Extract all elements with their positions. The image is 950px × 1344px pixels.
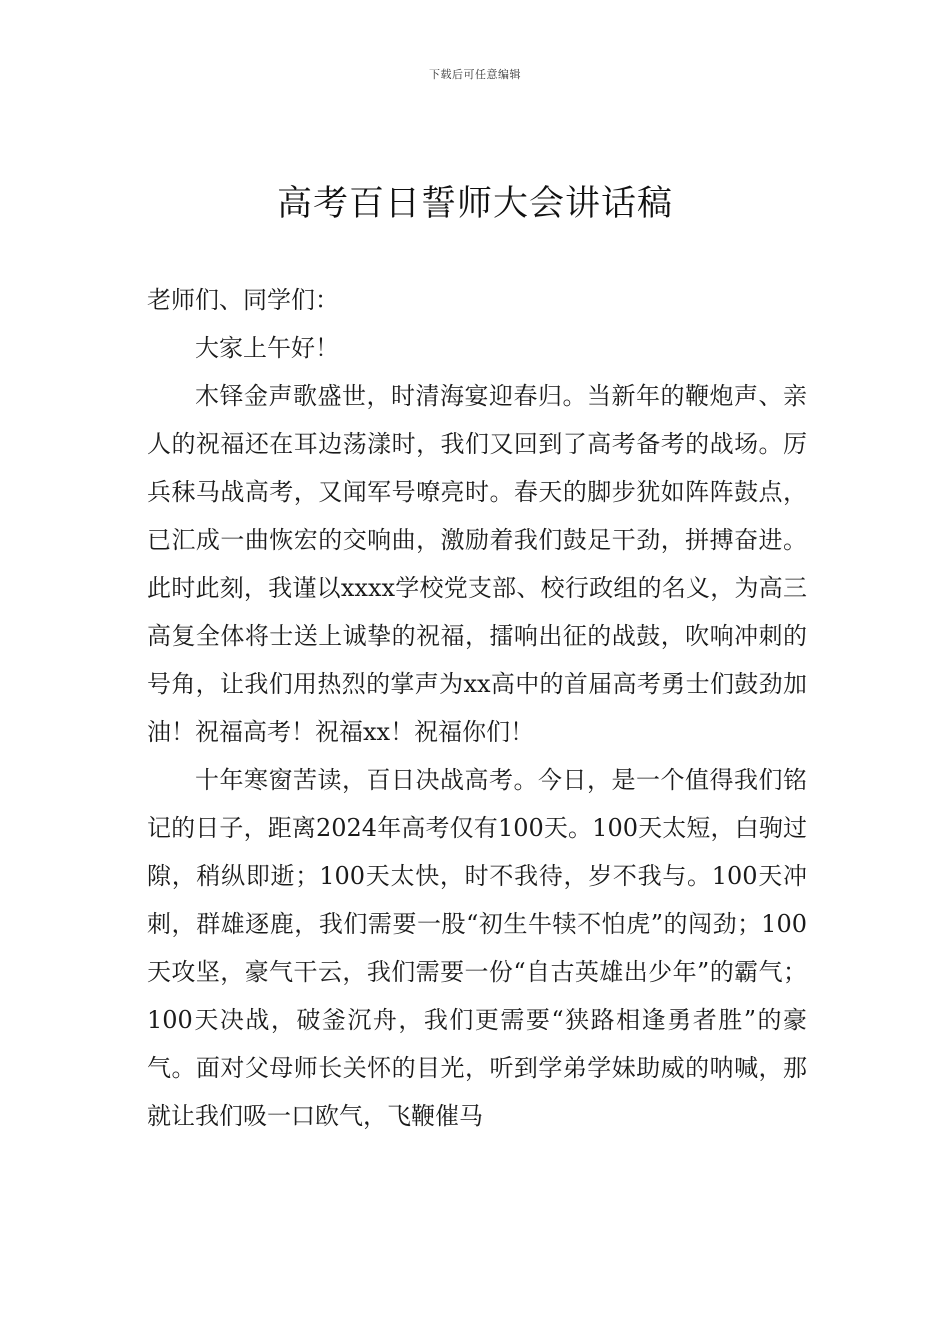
document-title: 高考百日誓师大会讲话稿 (276, 184, 673, 224)
header-note: 下载后可任意编辑 (429, 68, 521, 81)
salutation: 老师们、同学们： (147, 286, 339, 314)
paragraph-greeting: 大家上午好！ (195, 334, 339, 362)
document-body (147, 276, 807, 1140)
paragraph-opening: 木铎金声歌盛世，时清海宴迎春归。当新年的鞭炮声、亲人的祝福还在耳边荡漾时，我们又回到了高考备考的战场。厉兵秣马战高考，又闻军号嘹亮时。春天的脚步犹如阵阵鼓点，已汇成一曲恢宏的交响曲，激励着我们鼓足干劲，拼搏奋进。此时此刻，我谨以xxxx学校党支部、校行政组的名义，为高三高复全体将士送上诚挚的祝福，擂响出征的战鼓，吹响冲刺的号角，让我们用热烈的掌声为xx高中的首届高考勇士们鼓劲加油！祝福高考！祝福xx！祝福你们！ (147, 382, 807, 746)
paragraph-hundred-days: 十年寒窗苦读，百日决战高考。今日，是一个值得我们铭记的日子，距离2024年高考仅有100天。100天太短，白驹过隙，稍纵即逝；100天太快，时不我待，岁不我与。100天冲刺，群雄逐鹿，我们需要一股“初生牛犊不怕虎”的闯劲；100天攻坚，豪气干云，我们需要一份“自古英雄出少年”的霸气；100天决战，破釜沉舟，我们更需要“狭路相逢勇者胜”的豪气。面对父母师长关怀的目光，听到学弟学妹助威的呐喊，那就让我们吸一口欧气，飞鞭催马 (147, 766, 807, 1130)
